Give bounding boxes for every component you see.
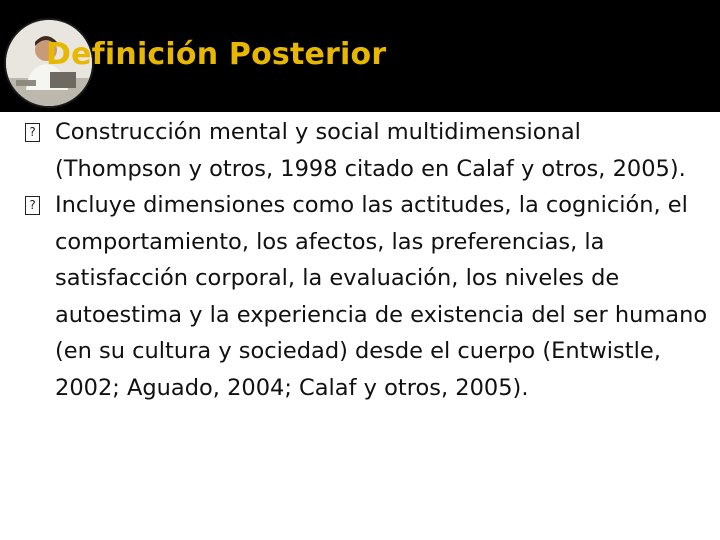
title-bar [0, 0, 720, 112]
bullet-text: Incluye dimensiones como las actitudes, la cognición, el comportamiento, los afectos, las preferencias, la satisfacción corporal, la evaluación, los niveles de autoestima y la experiencia de existencia del ser humano (en su cultura y sociedad) desde el cuerpo (Entwistle, 2002; Aguado, 2004; Calaf y otros, 2005). [55, 192, 708, 401]
bullet-text: Construcción mental y social multidimensional (Thompson y otros, 1998 citado en Calaf y otros, 2005). [55, 119, 686, 182]
bullet-list [29, 114, 710, 406]
missing-glyph-box-icon: ? [25, 123, 40, 142]
bullet-item [29, 187, 710, 406]
bullet-item [29, 114, 710, 187]
slide-title: Definición Posterior [46, 37, 387, 72]
missing-glyph-box-icon: ? [25, 196, 40, 215]
